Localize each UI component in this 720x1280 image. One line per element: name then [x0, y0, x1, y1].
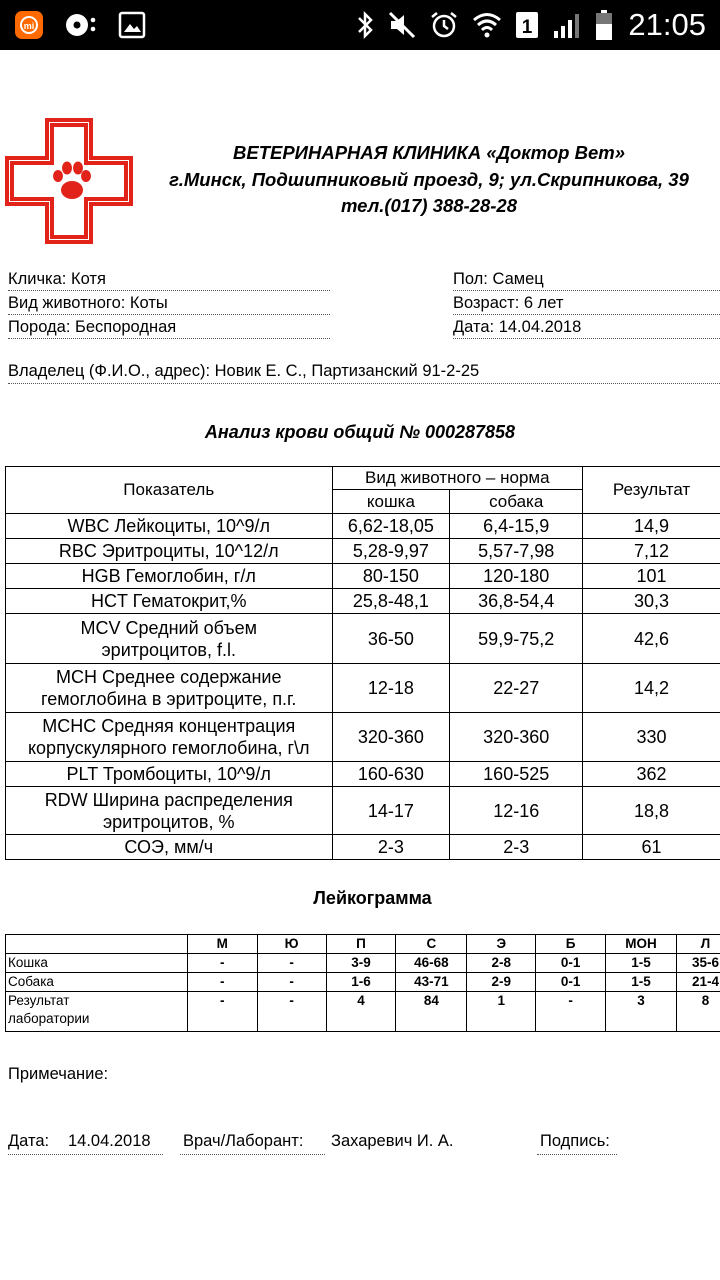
clinic-phone: тел.(017) 388-28-28 [340, 195, 518, 216]
row-result: 30,3 [583, 589, 720, 614]
table-cell: 1 [467, 992, 536, 1032]
row-dog-norm: 160-525 [450, 762, 583, 787]
row-dog-norm: 120-180 [450, 564, 583, 589]
sim-icon [515, 10, 539, 40]
table-cell: - [257, 973, 326, 992]
table-row [6, 539, 720, 564]
row-label: Собака [6, 973, 188, 992]
row-cat-norm: 25,8-48,1 [332, 589, 450, 614]
row-result: 14,9 [583, 514, 720, 539]
table-row [6, 614, 720, 664]
status-bar-left [14, 8, 146, 42]
row-name [6, 787, 333, 835]
row-dog-norm: 6,4-15,9 [450, 514, 583, 539]
table-cell: - [257, 992, 326, 1032]
row-dog-norm: 59,9-75,2 [450, 614, 583, 664]
header-indicator: Показатель [6, 467, 333, 514]
dotted-line [453, 290, 720, 291]
patient-age: Возраст: 6 лет [453, 294, 564, 312]
patient-sex: Пол: Самец [453, 270, 544, 288]
table-cell: 0-1 [536, 954, 606, 973]
dotted-line [180, 1154, 325, 1155]
table-cell: 43-71 [396, 973, 467, 992]
table-cell: 8 [677, 992, 720, 1032]
row-dog-norm: 12-16 [450, 787, 583, 835]
image-icon [118, 11, 146, 39]
row-cat-norm: 12-18 [332, 664, 450, 713]
row-name-line: гемоглобина в эритроците, п.г. [41, 689, 297, 709]
table-cell: 84 [396, 992, 467, 1032]
leukogram-title: Лейкограмма [313, 888, 432, 908]
row-cat-norm: 5,28-9,97 [332, 539, 450, 564]
row-name [6, 713, 333, 762]
row-cat-norm: 36-50 [332, 614, 450, 664]
row-name: RBC Эритроциты, 10^12/л [6, 539, 333, 564]
patient-date: Дата: 14.04.2018 [453, 318, 582, 336]
header-cell: Б [536, 935, 606, 954]
row-result: 61 [583, 835, 720, 860]
paw-icon [53, 162, 91, 200]
row-name [6, 664, 333, 713]
table-cell: 1-5 [606, 954, 677, 973]
row-label-line: Результат [8, 993, 70, 1008]
row-name: СОЭ, мм/ч [6, 835, 333, 860]
row-label-line: лаборатории [8, 1011, 90, 1026]
svg-text:mi: mi [23, 21, 35, 31]
row-label: Кошка [6, 954, 188, 973]
footer-doctor-value: Захаревич И. А. [331, 1132, 454, 1150]
clinic-logo [5, 118, 133, 244]
table-cell: 3 [606, 992, 677, 1032]
row-name-line: MCV Средний объем [80, 617, 258, 638]
row-result: 14,2 [583, 664, 720, 713]
disc-icon [64, 10, 98, 40]
table-row [6, 973, 720, 992]
row-cat-norm: 2-3 [332, 835, 450, 860]
row-name-line: корпускулярного гемоглобина, г\л [27, 738, 310, 758]
table-cell: 35-6 [677, 954, 720, 973]
clinic-address: г.Минск, Подшипниковый проезд, 9; ул.Скрипникова, 39 [169, 168, 689, 190]
table-row [6, 992, 720, 1032]
status-time: 21:05 [628, 7, 706, 42]
row-dog-norm: 36,8-54,4 [450, 589, 583, 614]
dotted-line [8, 314, 330, 315]
table-header-row [6, 935, 720, 954]
header-result: Результат [583, 467, 720, 514]
dotted-line [8, 383, 720, 384]
row-cat-norm: 80-150 [332, 564, 450, 589]
row-cat-norm: 14-17 [332, 787, 450, 835]
note-label: Примечание: [8, 1065, 109, 1083]
table-cell: 2-8 [467, 954, 536, 973]
bluetooth-icon [355, 10, 375, 40]
table-cell: - [257, 954, 326, 973]
table-cell: 0-1 [536, 973, 606, 992]
footer-signature-label: Подпись: [540, 1132, 610, 1150]
row-name: WBC Лейкоциты, 10^9/л [6, 514, 333, 539]
blood-test-title: Анализ крови общий № 000287858 [204, 422, 516, 442]
row-name-line: MCH Среднее содержание [56, 667, 282, 687]
header-cell [6, 935, 188, 954]
table-row [6, 589, 720, 614]
mute-icon [388, 11, 416, 39]
mi-app-icon [14, 10, 44, 40]
row-dog-norm: 320-360 [450, 713, 583, 762]
dotted-line [8, 290, 330, 291]
header-dog: собака [450, 490, 583, 514]
clinic-name: ВЕТЕРИНАРНАЯ КЛИНИКА «Доктор Вет» [233, 142, 625, 163]
table-cell: - [187, 954, 257, 973]
row-name [6, 614, 333, 664]
row-name: PLT Тромбоциты, 10^9/л [6, 762, 333, 787]
row-dog-norm: 2-3 [450, 835, 583, 860]
row-cat-norm: 320-360 [332, 713, 450, 762]
table-cell: 2-9 [467, 973, 536, 992]
table-row [6, 835, 720, 860]
header-cell: Ю [257, 935, 326, 954]
leukogram-table [5, 934, 720, 1032]
footer-date-value: 14.04.2018 [68, 1132, 151, 1150]
dotted-line [453, 338, 720, 339]
wifi-icon [472, 10, 502, 40]
header-cell: П [326, 935, 396, 954]
row-label [6, 992, 188, 1032]
footer-doctor-label: Врач/Лаборант: [183, 1132, 304, 1150]
header-cell: МОН [606, 935, 677, 954]
header-cell: М [187, 935, 257, 954]
row-result: 18,8 [583, 787, 720, 835]
row-cat-norm: 160-630 [332, 762, 450, 787]
row-name-line: MCHC Средняя концентрация [42, 716, 296, 736]
header-cell: Э [467, 935, 536, 954]
document-page [0, 50, 720, 1280]
dotted-line [537, 1154, 617, 1155]
row-name-line: RDW Ширина распределения [44, 789, 293, 810]
blood-test-table [5, 466, 720, 860]
row-result: 101 [583, 564, 720, 589]
table-row [6, 713, 720, 762]
status-bar-right [355, 4, 706, 46]
dotted-line [453, 314, 720, 315]
table-cell: 21-4 [677, 973, 720, 992]
table-row [6, 514, 720, 539]
table-row [6, 664, 720, 713]
row-name: HGB Гемоглобин, г/л [6, 564, 333, 589]
signal-icon [552, 10, 582, 40]
header-cell: С [396, 935, 467, 954]
row-dog-norm: 22-27 [450, 664, 583, 713]
row-cat-norm: 6,62-18,05 [332, 514, 450, 539]
row-result: 7,12 [583, 539, 720, 564]
battery-icon [595, 9, 613, 41]
patient-owner: Владелец (Ф.И.О., адрес): Новик Е. С., Партизанский 91-2-25 [8, 362, 480, 380]
table-cell: 46-68 [396, 954, 467, 973]
header-cell: Л [677, 935, 720, 954]
table-cell: 4 [326, 992, 396, 1032]
footer-date-label: Дата: [8, 1132, 50, 1150]
alarm-icon [429, 10, 459, 40]
table-row [6, 787, 720, 835]
row-result: 330 [583, 713, 720, 762]
table-row [6, 954, 720, 973]
table-cell: 1-6 [326, 973, 396, 992]
row-name-line: эритроцитов, f.l. [101, 639, 236, 660]
row-result: 362 [583, 762, 720, 787]
row-dog-norm: 5,57-7,98 [450, 539, 583, 564]
table-header-row [6, 467, 720, 490]
row-result: 42,6 [583, 614, 720, 664]
table-row [6, 762, 720, 787]
table-cell: - [187, 992, 257, 1032]
table-cell: 3-9 [326, 954, 396, 973]
patient-nickname: Кличка: Котя [8, 270, 106, 288]
table-row [6, 564, 720, 589]
header-cat: кошка [332, 490, 450, 514]
patient-breed: Порода: Беспородная [8, 318, 177, 336]
row-name-line: эритроцитов, % [102, 811, 235, 832]
svg-text:1: 1 [522, 17, 533, 38]
dotted-line [8, 1154, 163, 1155]
table-cell: - [536, 992, 606, 1032]
table-cell: - [187, 973, 257, 992]
dotted-line [8, 338, 330, 339]
header-norm: Вид животного – норма [332, 467, 583, 490]
row-name: HCT Гематокрит,% [6, 589, 333, 614]
status-bar [0, 0, 720, 50]
patient-species: Вид животного: Коты [8, 294, 168, 312]
table-cell: 1-5 [606, 973, 677, 992]
clinic-header [140, 140, 718, 220]
